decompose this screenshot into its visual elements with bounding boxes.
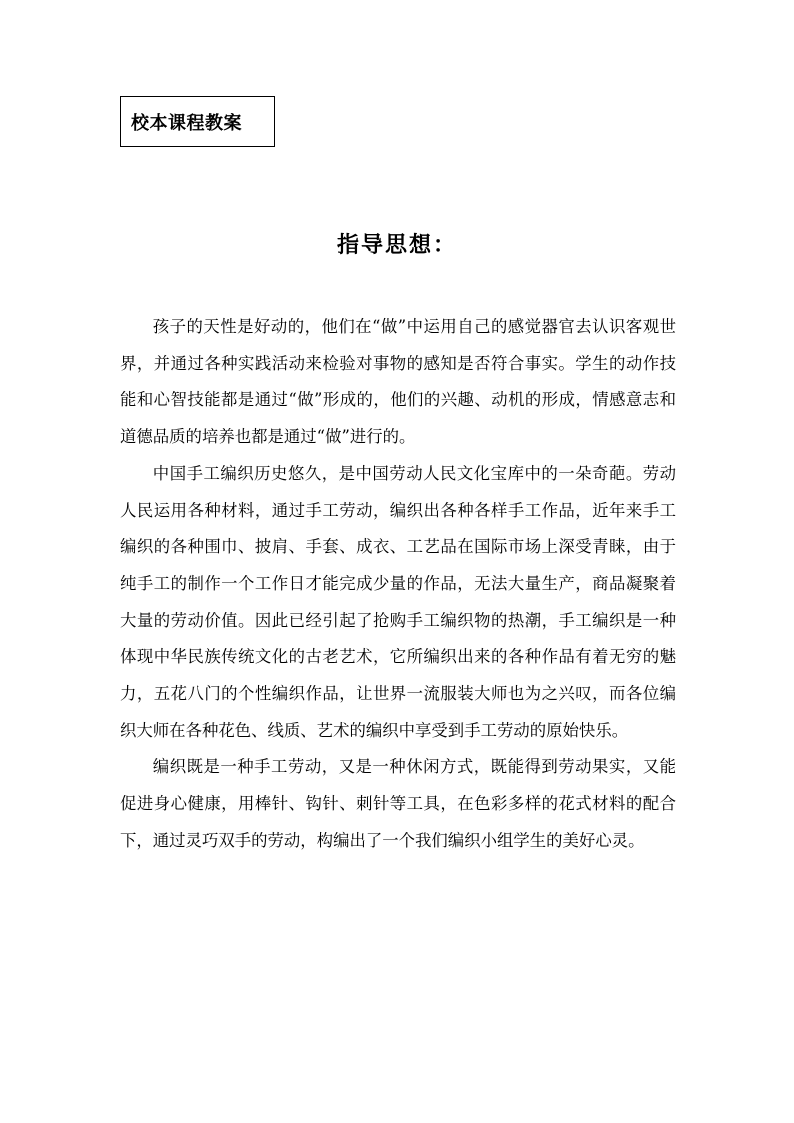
body-text	[120, 309, 676, 860]
paragraph-2: 中国手工编织历史悠久，是中国劳动人民文化宝库中的一朵奇葩。劳动人民运用各种材料，通过手工劳动，编织出各种各样手工作品，近年来手工编织的各种围巾、披肩、手套、成衣、工艺品在国际市场上深受青睐，由于纯手工的制作一个工作日才能完成少量的作品，无法大量生产，商品凝聚着大量的劳动价值。因此已经引起了抢购手工编织物的热潮，手工编织是一种体现中华民族传统文化的古老艺术，它所编织出来的各种作品有着无穷的魅力，五花八门的个性编织作品，让世界一流服装大师也为之兴叹，而各位编织大师在各种花色、线质、艺术的编织中享受到手工劳动的原始快乐。	[120, 463, 676, 740]
section-heading: 指导思想：	[336, 233, 457, 258]
document-label: 校本课程教案	[131, 112, 242, 134]
document-label-box	[120, 96, 275, 147]
paragraph-1: 孩子的天性是好动的，他们在“做”中运用自己的感觉器官去认识客观世界，并通过各种实践活动来检验对事物的感知是否符合事实。学生的动作技能和心智技能都是通过“做”形成的，他们的兴趣、动机的形成，情感意志和道德品质的培养也都是通过“做”进行的。	[120, 317, 676, 447]
paragraph-3: 编织既是一种手工劳动，又是一种休闲方式，既能得到劳动果实，又能促进身心健康，用棒针、钩针、刺针等工具，在色彩多样的花式材料的配合下，通过灵巧双手的劳动，构编出了一个我们编织小组学生的美好心灵。	[120, 757, 676, 850]
